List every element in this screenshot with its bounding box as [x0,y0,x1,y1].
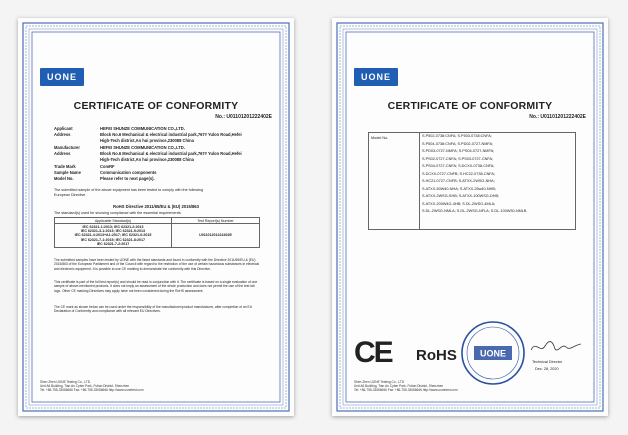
address-line-1: Block No.6 Mechanical & electrical industrial park,767# Yulon Road,Hefei [100,132,242,137]
certificate-number: No.: U01101201222402E [215,114,272,120]
directive-title: RoHS Directive 2011/65/EU & (EU) 2015/863 [113,204,199,209]
certificate-number: No.: U01101201222402E [529,114,586,120]
model-line: S.ATXX-200W4G-4HB; S.DL-2WSG-4MLA; [422,201,496,206]
seal-stamp [460,320,526,386]
trademark-label: Trade Mark [54,164,76,169]
scope-paragraph: This certificate is part of the full test report(s) and should be read in conjunction with it. The certificate is based on a single evaluation of one sample of above-mentioned products. It does not imply an assessment of the whole production and does not permit the use of the test lab logo. Other CE marking Directives may apply have not been considered during the RoHS assessment. [54,280,258,293]
model-line: S.P504-0738:CNFA; S.PD02-0727-NMFA; [422,141,494,146]
signer-title: Technical Director [532,360,563,364]
model-line: S.HC21-0727-CNFB; S.ATXX-2WSG-NHA; [422,179,495,183]
model-line: S.DCXX-0727-CNFB; S.HC22-0738-CNFA; [422,171,496,176]
signature [528,338,584,356]
standards-table-row [55,224,260,247]
certificate-page-2 [332,18,608,416]
footer [40,380,272,393]
rohs-mark: RoHS [416,347,457,364]
model-list [419,133,526,229]
footer-address: Unit A6 Building, Tian An Cyber Park, Futian District, Shenzhen [40,384,130,389]
uone-logo: UONE [40,68,84,86]
standard-line: IEC 62321-3-1:2013; IEC 62321-5:2013 [80,229,146,234]
intro-line-1: The submitted sample of the above equipment has been tested to comply with the following [54,188,204,192]
certificate-page-1 [18,18,294,416]
model-no-label: Model No. [54,176,74,181]
certificate-title: CERTIFICATE OF CONFORMITY [387,100,553,112]
uone-logo: UONE [354,68,398,86]
manufacturer-address-line-2: High-Tech district,An hui province,230088 China [100,156,194,162]
standard-line: IEC 62321-4:2013+A1:2017; IEC 62321-6:2015 [74,233,152,238]
applicant-label: Applicant [54,126,73,131]
address-label: Address [54,132,71,137]
standard-line: IEC 62321-1:2013; IEC 62321-2:2013 [82,224,144,229]
model-line: S.ATXX-2WSG-SHB; S.ATXX-100WSG-DHB; [422,194,500,198]
footer-contact: Tel: +86-755-33066666 Fax: +86-755-33066666 http://www.uonetest.com [354,388,458,393]
standards-table [54,217,260,248]
intro-line-2: European Directive [54,193,86,197]
footer-company: Shen Zhen UONE Testing Co., LTD [354,380,405,384]
model-line: S.PS04-0727-CNFA; S.DCXX-0738-CNFA; [422,164,495,168]
model-line: S.PD03-0727-NMFA; S.PS04-0727-NMFA; [422,149,495,153]
issue-date: Dec. 28, 2020 [535,367,559,371]
model-line: S.DL-2WSG-NMLA; S.DL-2WSG-NFLA; S.DL-100W30-NMLB [422,209,527,213]
manufacturer-address-line-1: Block No.6 Mechanical & electrical industrial park,767# Yulon Road,Hefei [100,151,242,156]
model-no-value: Please refer to next page(s). [100,176,155,181]
model-line: S.PS02-0727-CNFA; S.PS03-0727-CNFA; [422,156,494,161]
manufacturer-value: HEFEI SHUNZE COMMUNICATION CO.,LTD. [100,145,185,150]
standard-line: IEC 62321-7-2:2017 [96,241,130,246]
model-list-table [368,132,576,230]
standards-intro: The standard(s) used for showing compliance with the essential requirements: [54,211,182,215]
model-no-label: Model No. [371,136,389,140]
standards-cell [55,224,172,247]
sample-name-value: Communication components [100,170,157,175]
conformity-paragraph: The submitted samples have been tested by UONE with the listed standards and found in conformity with the Directive 2011/65/EU & (EU) 2015/863 of the European Parliament and of the Council with regard to the restriction of the use of certain hazardous substances in electrical and electronic equipment. It is possible to use CE marking to demonstrate the conformity with this Directive. [54,258,260,271]
seal-text: UONE [479,348,507,359]
manufacturer-label: Manufacturer [54,145,80,150]
ce-mark-paragraph: The CE mark as shown below can be used under the responsibility of the manufacturer/product manufacturer, after completion of an EU Declaration of Conformity and compliance with all relevant EU Directives. [54,305,253,314]
footer-address: Unit A6 Building, Tian An Cyber Park, Futian District, Shenzhen [354,384,444,389]
header-applicable-standards: Applicable Standard(s) [55,218,172,224]
footer-company: Shen Zhen UONE Testing Co., LTD [40,380,91,384]
model-line: S.P502-0738:CNFA; S.P503-0738:CNFA; [422,134,492,138]
trademark-value: ComRF [100,164,115,169]
header-test-report-number: Test Report(s) Number [172,218,260,224]
certificate-title: CERTIFICATE OF CONFORMITY [73,100,239,112]
footer [354,380,586,393]
report-number-cell: U01101201222402E [172,224,260,247]
sample-name-label: Sample Name [54,170,81,175]
model-line: S.ATXX-50W40-NHA; S.ATXX-25w40-NHB; [422,186,496,191]
address-line-2: High-Tech district,An hui province,230088 China [100,137,194,143]
manufacturer-address-label: Address [54,151,71,156]
footer-contact: Tel: +86-755-33066666 Fax: +86-755-33066666 http://www.uonetest.com [40,388,144,393]
standard-line: IEC 62321-7-1:2015; IEC 62321-8:2017 [80,237,146,242]
applicant-value: HEFEI SHUNZE COMMUNICATION CO.,LTD. [100,126,185,131]
ce-mark: CE [354,336,392,369]
